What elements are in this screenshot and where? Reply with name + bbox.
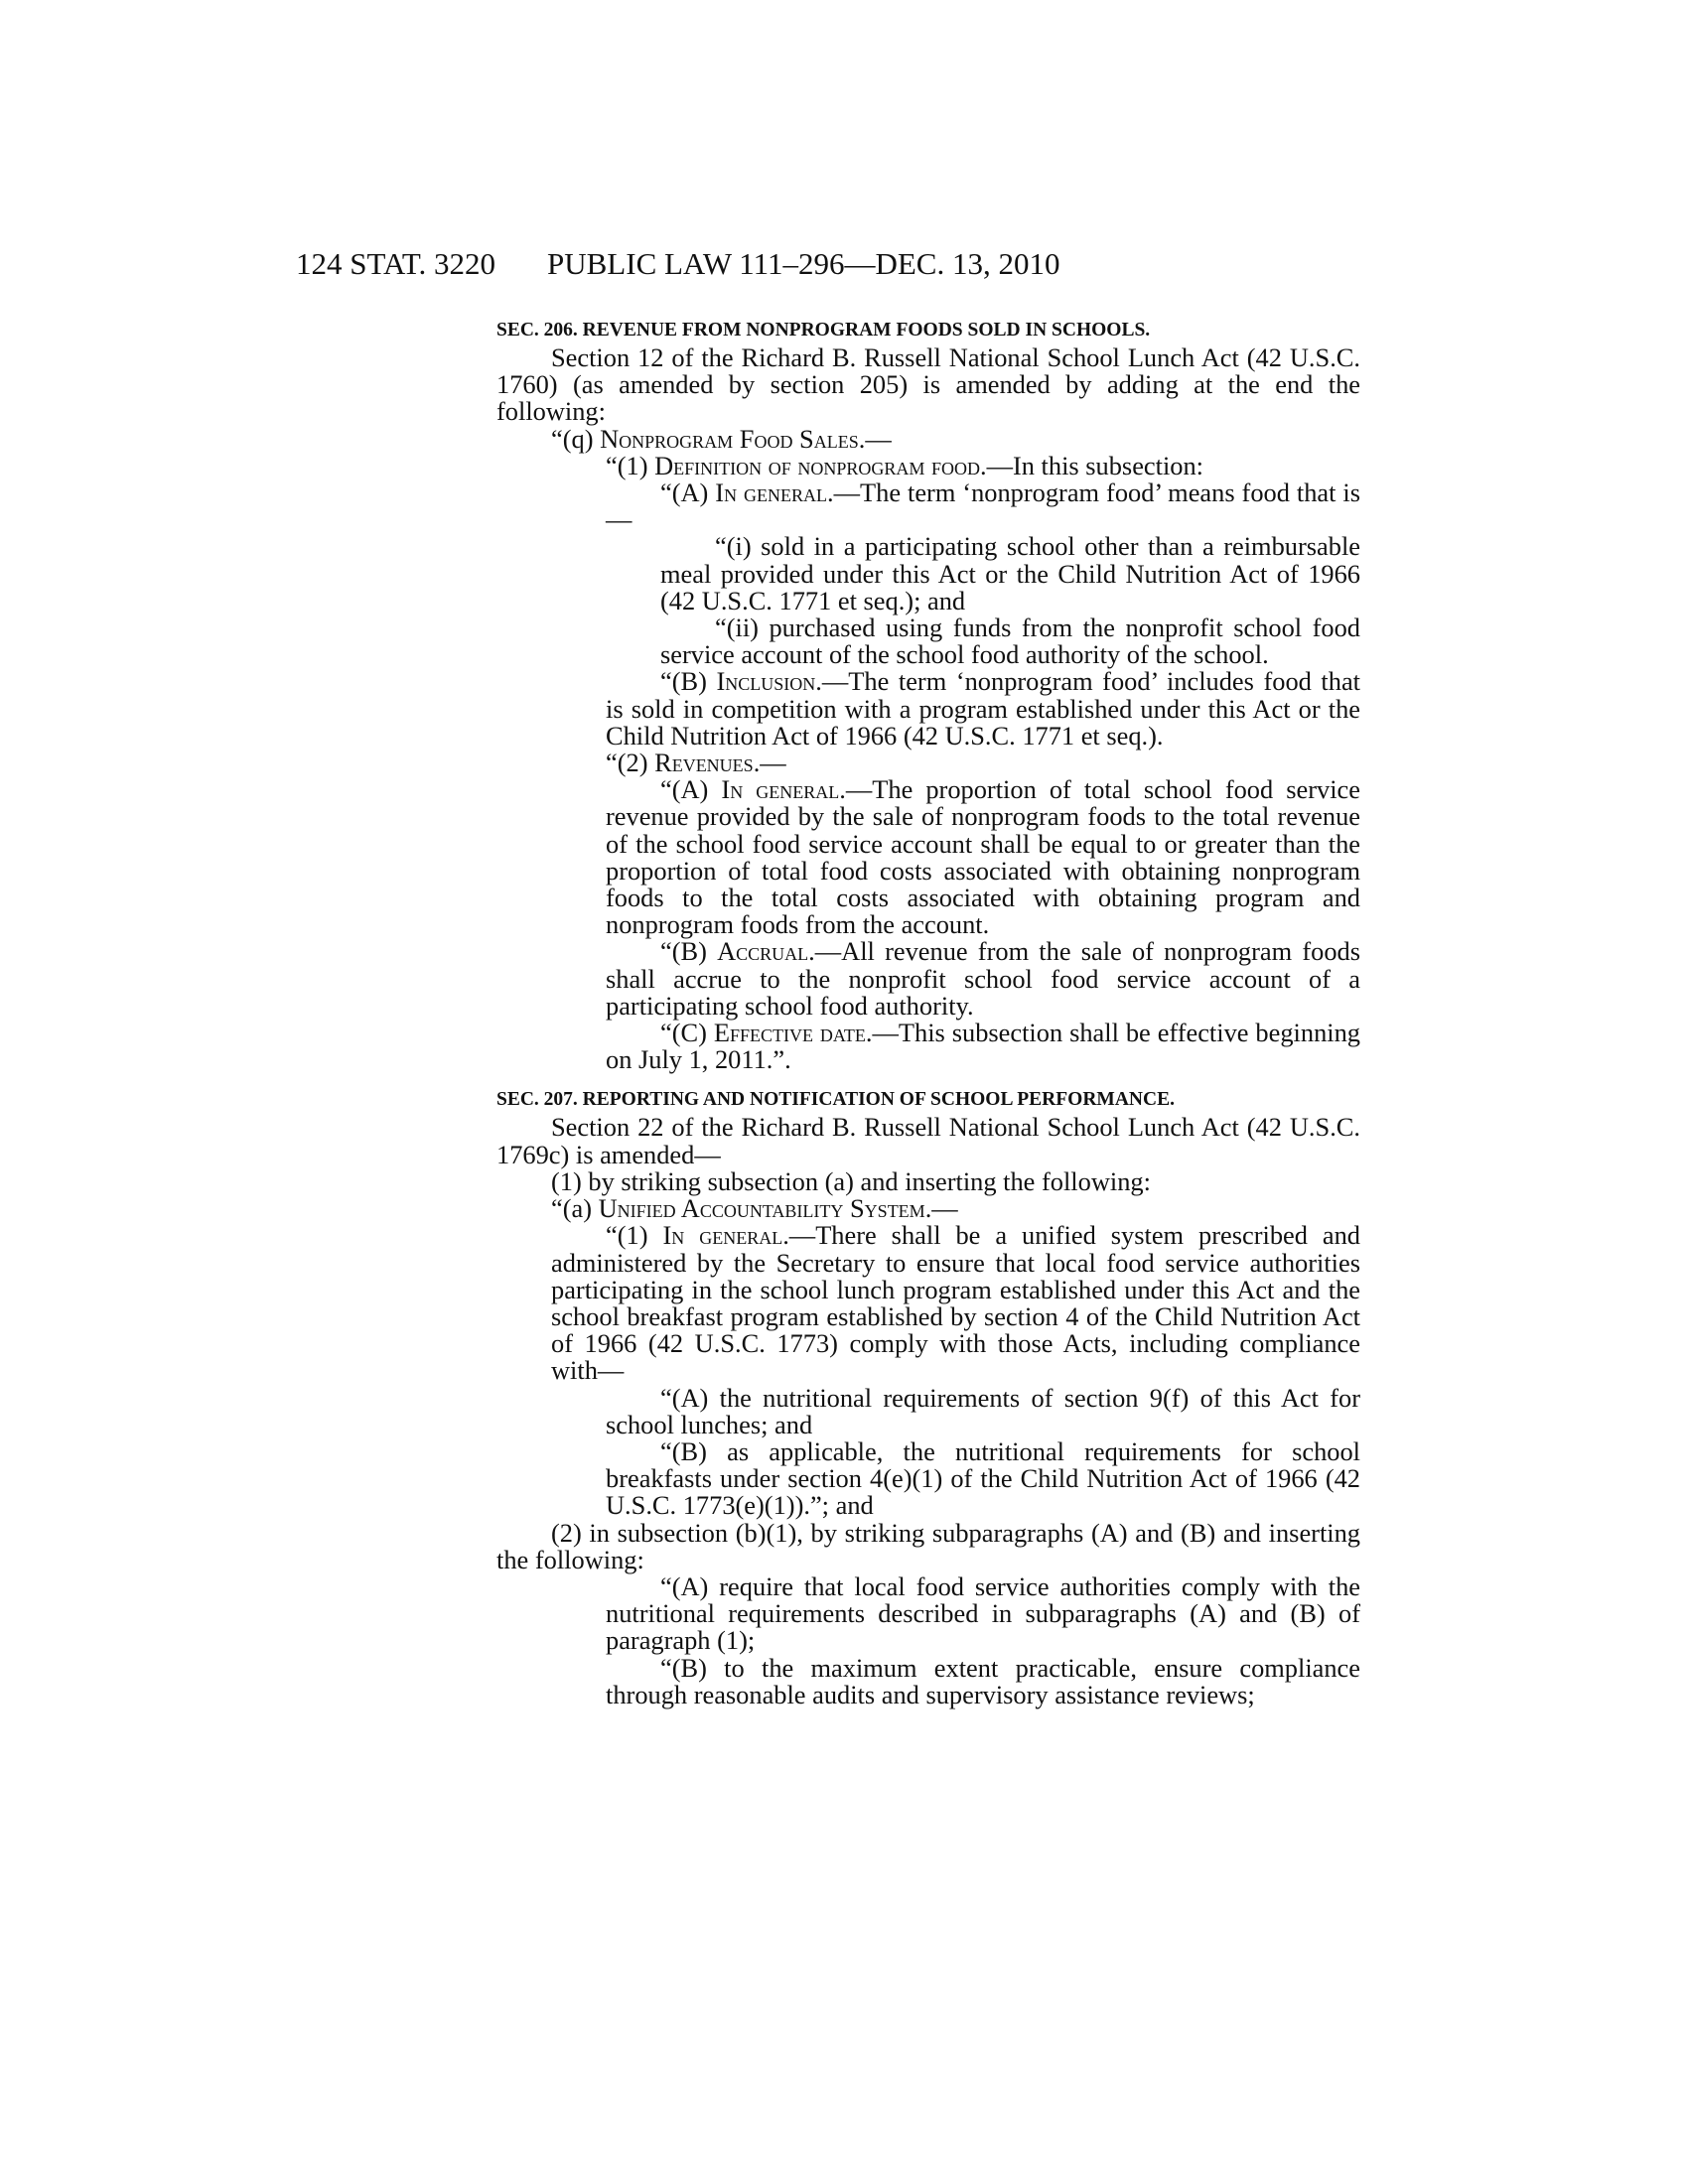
subsection-q-lead: “(q) [551, 423, 601, 454]
paragraph-q1A [496, 479, 1360, 533]
paragraph-q2A-lead: “(A) [660, 774, 722, 805]
subparagraph-b1B: “(B) to the maximum extent practicable, ensure compliance through reasonable audits and supervisory assistance reviews; [606, 1652, 1360, 1709]
paragraph-q2A-text: .—The proportion of total school food service revenue provided by the sale of nonprogram foods to the total revenue of the school food service account shall be equal to or greater than the proportion of total food costs associated with obtaining nonprogram foods to the total costs associated with obtaining program and nonprogram foods from the account. [606, 774, 1360, 940]
paragraph-q1-lead: “(1) [606, 450, 655, 480]
subsection-a-lead: “(a) [551, 1193, 599, 1224]
clause-q1Ai: “(i) sold in a participating school other than a reimbursable meal provided under this Act or the Child Nutrition Act of 1966 (42 U.S.C. 1771 et seq.); and [660, 531, 1360, 615]
paragraph-q1B [496, 668, 1360, 750]
section-207-heading: SEC. 207. REPORTING AND NOTIFICATION OF SCHOOL PERFORMANCE. [496, 1089, 1175, 1111]
statute-page-number: 124 STAT. 3220 [296, 246, 496, 281]
subsection-q-tail: .— [858, 423, 892, 454]
paragraph-q1A-title: In general [715, 478, 828, 508]
clause-q1Aii: “(ii) purchased using funds from the nonprofit school food service account of the school food authority of the school. [660, 613, 1360, 670]
subparagraph-b1A: “(A) require that local food service authorities comply with the nutritional requirements described in subparagraphs (A) and (B) of paragraph (1); [606, 1570, 1360, 1656]
paragraph-q2B [496, 938, 1360, 1020]
subsection-a-tail: .— [924, 1193, 958, 1224]
paragraph-q1-text: .—In this subsection: [979, 450, 1204, 480]
paragraph-a1-lead: “(1) [606, 1220, 663, 1251]
paragraph-q2 [496, 750, 1360, 776]
subparagraph-a1A: “(A) the nutritional requirements of section 9(f) of this Act for school lunches; and [606, 1382, 1360, 1439]
paragraph-q2-lead: “(2) [606, 748, 655, 778]
paragraph-q2B-text: .—All revenue from the sale of nonprogram foods shall accrue to the nonprofit school food service account of a participating school food authority. [606, 936, 1360, 1021]
page-header [0, 246, 1688, 286]
paragraph-q1B-title: Inclusion [716, 666, 816, 697]
paragraph-q2C-text: .—This subsection shall be effective beginning on July 1, 2011.”. [606, 1018, 1360, 1075]
section-206-heading: SEC. 206. REVENUE FROM NONPROGRAM FOODS SOLD IN SCHOOLS. [496, 320, 1151, 341]
subsection-a-title: Unified Accountability System [598, 1193, 925, 1224]
paragraph-q2-title: Revenues [654, 748, 754, 778]
paragraph-q2C-title: Effective date [713, 1018, 866, 1048]
public-law-citation: PUBLIC LAW 111–296—DEC. 13, 2010 [547, 246, 1060, 281]
amendment-item-2: (2) in subsection (b)(1), by striking subparagraphs (A) and (B) and inserting the following: [496, 1517, 1360, 1574]
paragraph-q2B-lead: “(B) [660, 936, 718, 967]
subsection-q-heading [496, 423, 1360, 454]
paragraph-q1-title: Definition of nonprogram food [654, 450, 980, 480]
paragraph-q1A-text: .—The term ‘nonprogram food’ means food that is— [606, 478, 1360, 535]
paragraph-q2B-title: Accrual [717, 936, 809, 967]
subsection-a-heading [496, 1195, 1360, 1222]
paragraph-q1A-lead: “(A) [660, 478, 716, 508]
paragraph-q1B-lead: “(B) [660, 666, 717, 697]
paragraph-a1 [496, 1222, 1360, 1384]
paragraph-a1-title: In general [662, 1220, 783, 1251]
subsection-q-title: Nonprogram Food Sales [600, 423, 859, 454]
paragraph-q2A [496, 776, 1360, 938]
amendment-item-1: (1) by striking subsection (a) and inserting the following: [551, 1165, 1151, 1196]
paragraph-q2A-title: In general [721, 774, 840, 805]
document-body [496, 316, 1360, 1708]
section-207-intro: Section 22 of the Richard B. Russell National School Lunch Act (42 U.S.C. 1769c) is amended— [496, 1112, 1360, 1169]
paragraph-q1 [496, 450, 1360, 480]
paragraph-q2-tail: .— [753, 748, 786, 778]
paragraph-a1-text: .—There shall be a unified system prescribed and administered by the Secretary to ensure that local food service authorities participating in the school lunch program established under this Act and the school breakfast program established by section 4 of the Child Nutrition Act of 1966 (42 U.S.C. 1773) comply with those Acts, including compliance with— [551, 1220, 1360, 1386]
subparagraph-a1B: “(B) as applicable, the nutritional requirements for school breakfasts under section 4(e)(1) of the Child Nutrition Act of 1966 (42 U.S.C. 1773(e)(1)).”; and [606, 1435, 1360, 1521]
paragraph-q1B-text: .—The term ‘nonprogram food’ includes food that is sold in competition with a program established under this Act or the Child Nutrition Act of 1966 (42 U.S.C. 1771 et seq.). [606, 666, 1361, 751]
paragraph-q2C [496, 1020, 1360, 1073]
paragraph-q2C-lead: “(C) [660, 1018, 714, 1048]
section-206-intro: Section 12 of the Richard B. Russell National School Lunch Act (42 U.S.C. 1760) (as amended by section 205) is amended by adding at the end the following: [496, 342, 1360, 427]
